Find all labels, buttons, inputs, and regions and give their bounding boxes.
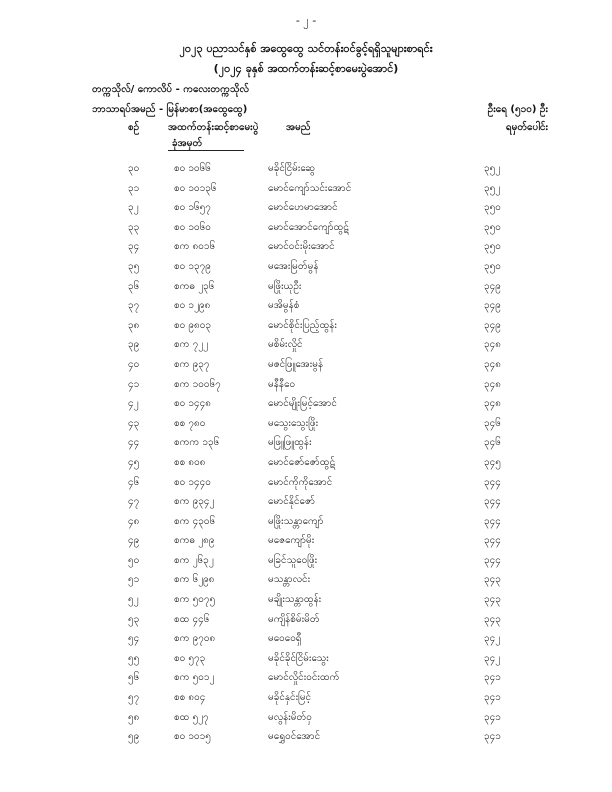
- table-row: [0, 530, 612, 550]
- row-number: ၅၈: [128, 711, 140, 723]
- table-row: [0, 491, 612, 511]
- row-number: ၅၀: [128, 554, 140, 566]
- student-name: မစိမ်းလှိုင်: [268, 339, 303, 351]
- header-name: အမည်: [286, 122, 311, 133]
- roll-number: စစ ၈၀၄: [174, 692, 206, 704]
- score: ၃၄၄: [484, 476, 501, 488]
- row-number: ၃၅: [128, 260, 140, 272]
- row-number: ၄၃: [128, 417, 140, 429]
- table-row: [0, 569, 612, 589]
- row-number: ၅၅: [128, 652, 140, 664]
- table-row: [0, 315, 612, 335]
- score: ၃၄၆: [484, 437, 501, 449]
- roll-number: စဝ ၁၃၇၉: [174, 260, 211, 272]
- table-row: [0, 726, 612, 746]
- roll-number: စဝ ၁၆၅၇: [174, 202, 211, 214]
- roll-number: စက ၁၀၀၆၇: [174, 378, 221, 390]
- score: ၃၄၁: [484, 672, 501, 684]
- table-row: [0, 276, 612, 296]
- student-name: မောင်လှိုင်းဝင်းထက်: [268, 672, 340, 684]
- student-name: မောင်နိုင်ဇော်: [268, 496, 316, 508]
- table-row: [0, 295, 612, 315]
- table-row: [0, 354, 612, 374]
- roll-number: စထ ၄၄၆: [174, 613, 210, 625]
- table-row: [0, 158, 612, 178]
- score: ၃၄၈: [484, 358, 501, 370]
- row-number: ၄၈: [128, 515, 140, 527]
- document-subtitle: (၂၀၂၄ ခုနှစ် အထက်တန်းဆင့်စာမေးပွဲအောင်): [213, 62, 399, 75]
- header-roll: အထက်တန်းဆင့်စာမေးပွဲ: [168, 122, 259, 133]
- student-name: မခိုင်ငြိမ်းဆွေ: [268, 163, 316, 174]
- score: ၃၅၂: [484, 163, 501, 174]
- roll-number: စစ ၈၀၈: [174, 456, 206, 468]
- score: ၃၄၂: [484, 633, 501, 645]
- roll-number: စဝ ၉၈၀၃: [174, 319, 212, 331]
- student-name: မောင်စိုင်းပြည့်ထွန်း: [268, 319, 337, 331]
- roll-number: စက ၄၃၀၆: [174, 515, 216, 527]
- student-name: မဖြိုးယုဦး: [268, 280, 302, 292]
- roll-number: စက ၆၂၉၈: [174, 574, 215, 586]
- student-name: မနီနီဝေ: [268, 378, 296, 390]
- score: ၃၄၉: [484, 319, 501, 331]
- roll-number: စဝ ၁၄၄၀: [174, 476, 211, 488]
- row-number: ၃၁: [128, 182, 140, 194]
- score: ၃၄၈: [484, 378, 501, 390]
- table-row: [0, 667, 612, 687]
- header-underline: [168, 150, 244, 151]
- roll-number: စက ၉၃၇: [174, 358, 210, 370]
- roll-number: စဝ ၅၇၃: [174, 652, 206, 664]
- row-number: ၅၉: [128, 731, 140, 743]
- table-row: [0, 609, 612, 629]
- row-number: ၃၄: [128, 241, 140, 253]
- score: ၃၄၈: [484, 339, 501, 351]
- roll-number: စက ၂၆၃၂: [174, 554, 214, 566]
- student-name: မကျိန်စိမ်းမိတ်: [268, 613, 320, 625]
- roll-number: စကဓ ၂၃၆: [174, 280, 215, 292]
- roll-number: စထ ၅၂၇: [174, 711, 209, 723]
- student-name: မဖြိုးသန္တာကျော်: [268, 515, 324, 527]
- row-number: ၅၃: [128, 613, 140, 625]
- table-row: [0, 393, 612, 413]
- table-row: [0, 236, 612, 256]
- score: ၃၄၆: [484, 417, 501, 429]
- row-number: ၃၂: [128, 202, 139, 214]
- student-name: မောင်ကျော်သင်းအောင်: [268, 182, 352, 194]
- roll-number: စက ၈၀၁၆: [174, 241, 216, 253]
- student-name: မခိုင်နှင်းမြင့်: [268, 692, 312, 704]
- roll-number: စဝ ၁၀၁၃၆: [174, 182, 217, 194]
- score: ၃၄၄: [484, 515, 501, 527]
- score: ၃၄၄: [484, 554, 501, 566]
- header-no: စဉ်: [128, 122, 140, 133]
- row-number: ၄၉: [128, 535, 140, 547]
- roll-number: စဝ ၁၂၉၈: [174, 300, 211, 312]
- student-name: မဇင်ဖြူအေးမွန်: [268, 358, 324, 370]
- table-row: [0, 472, 612, 492]
- table-row: [0, 687, 612, 707]
- table-row: [0, 256, 612, 276]
- score: ၃၄၁: [484, 711, 501, 723]
- row-number: ၃၃: [128, 221, 140, 233]
- roll-number: စက ၅၀၁၂: [174, 672, 215, 684]
- score: ၃၄၉: [484, 300, 501, 312]
- score: ၃၄၉: [484, 280, 501, 292]
- student-name: မောင်ဝင်းမိုးအောင်: [268, 241, 335, 253]
- student-name: မဝေဝေရှီ: [268, 633, 302, 645]
- table-row: [0, 628, 612, 648]
- score: ၃၄၄: [484, 535, 501, 547]
- table-row: [0, 511, 612, 531]
- row-number: ၃၈: [128, 319, 140, 331]
- header-score: ရမှတ်ပေါင်း: [505, 122, 548, 133]
- total-count: ဦးရေ (၅၁၀) ဦး: [487, 104, 548, 115]
- roll-number: စဝ ၁၀၆၀: [174, 221, 211, 233]
- row-number: ၅၆: [128, 672, 140, 684]
- student-name: မောင်ဟေမာအောင်: [268, 202, 338, 214]
- student-name: မောင်ကိုကိုအောင်: [268, 476, 333, 488]
- document-title: ၂၀၂၃ ပညာသင်နှစ် အထွေထွေ သင်တန်းဝင်ခွင့်ရရှိသူများစာရင်း: [179, 42, 433, 55]
- roll-number: စက ၉၃၄၂: [174, 496, 215, 508]
- page-number: - ၂ -: [295, 14, 317, 27]
- roll-number: စက ၅၀၇၅: [174, 594, 216, 606]
- table-row: [0, 648, 612, 668]
- row-number: ၅၂: [128, 594, 139, 606]
- row-number: ၄၄: [128, 437, 140, 449]
- roll-number: စက ၉၇၀၈: [174, 633, 216, 645]
- table-row: [0, 550, 612, 570]
- row-number: ၃၉: [128, 339, 140, 351]
- row-number: ၃၆: [128, 280, 140, 292]
- roll-number: စက ၇၂၂: [174, 339, 209, 351]
- table-header: [0, 120, 612, 160]
- header-roll-number: ခုံအမှတ်: [172, 138, 203, 149]
- row-number: ၄၀: [128, 358, 140, 370]
- score: ၃၄၈: [484, 398, 501, 410]
- score: ၃၅၀: [484, 241, 501, 253]
- table-row: [0, 334, 612, 354]
- university-line: တက္ကသိုလ်/ ကောလိပ် - ကလေးတက္ကသိုလ်: [92, 84, 249, 95]
- score: ၃၄၅: [484, 456, 501, 468]
- score: ၃၄၃: [484, 613, 501, 625]
- student-name: မဇေကျော်မိုး: [268, 535, 315, 547]
- student-name: မောင်မျိုးမြင့်အောင်: [268, 398, 337, 410]
- student-name: မအေးမြတ်မွန်: [268, 260, 319, 272]
- roll-number: စစ ၇၈၀: [174, 417, 206, 429]
- roll-number: စကဓ ၂၈၉: [174, 535, 215, 547]
- score: ၃၅၀: [484, 221, 501, 233]
- row-number: ၅၇: [128, 692, 140, 704]
- score: ၃၄၄: [484, 496, 501, 508]
- table-row: [0, 217, 612, 237]
- score: ၃၄၁: [484, 692, 501, 704]
- table-row: [0, 452, 612, 472]
- score: ၃၅၀: [484, 202, 501, 214]
- results-table: [0, 158, 612, 746]
- row-number: ၄၂: [128, 398, 139, 410]
- table-row: [0, 374, 612, 394]
- student-name: မသွေးသွေးဖြိုး: [268, 417, 319, 429]
- table-row: [0, 413, 612, 433]
- table-row: [0, 178, 612, 198]
- row-number: ၃၇: [128, 300, 140, 312]
- student-name: မသန္တာလင်း: [268, 574, 311, 586]
- row-number: ၄၆: [128, 476, 140, 488]
- roll-number: စကက ၁၃၆: [174, 437, 220, 449]
- row-number: ၅၄: [128, 633, 140, 645]
- roll-number: စဝ ၁၄၄၈: [174, 398, 212, 410]
- table-row: [0, 197, 612, 217]
- table-row: [0, 707, 612, 727]
- roll-number: စဝ ၁၀၁၅: [174, 731, 211, 743]
- table-row: [0, 432, 612, 452]
- subject-line: ဘာသာရပ်အမည် - မြန်မာစာ(အထွေထွေ): [92, 104, 248, 115]
- student-name: မောင်ဇော်ဇော်ထွဋ်: [268, 456, 335, 468]
- row-number: ၄၇: [128, 496, 140, 508]
- score: ၃၄၂: [484, 652, 501, 664]
- score: ၃၅၂: [484, 182, 501, 194]
- row-number: ၃၀: [128, 163, 140, 174]
- student-name: မခိုင်ခိုင်ငြိမ်းသွေး: [268, 652, 329, 664]
- score: ၃၄၁: [484, 731, 501, 743]
- student-name: မခြင်သူဝေဖြိုး: [268, 554, 318, 566]
- student-name: မအိမွန်စံ: [268, 300, 300, 312]
- score: ၃၄၃: [484, 574, 501, 586]
- table-row: [0, 589, 612, 609]
- score: ၃၅၀: [484, 260, 501, 272]
- student-name: မဖြူဖြူထွန်း: [268, 437, 312, 449]
- score: ၃၄၃: [484, 594, 501, 606]
- roll-number: စဝ ၁၀၆၆: [174, 163, 211, 174]
- student-name: မချိုးသန္တာထွန်း: [268, 594, 322, 606]
- student-name: မလွန်းမိတ်ဝှ: [268, 711, 312, 723]
- row-number: ၄၁: [128, 378, 140, 390]
- student-name: မောင်အောင်ကျော်ထွဋ်: [268, 221, 349, 233]
- row-number: ၅၁: [128, 574, 140, 586]
- row-number: ၄၅: [128, 456, 140, 468]
- student-name: မရွှေဝင်အောင်: [268, 731, 321, 743]
